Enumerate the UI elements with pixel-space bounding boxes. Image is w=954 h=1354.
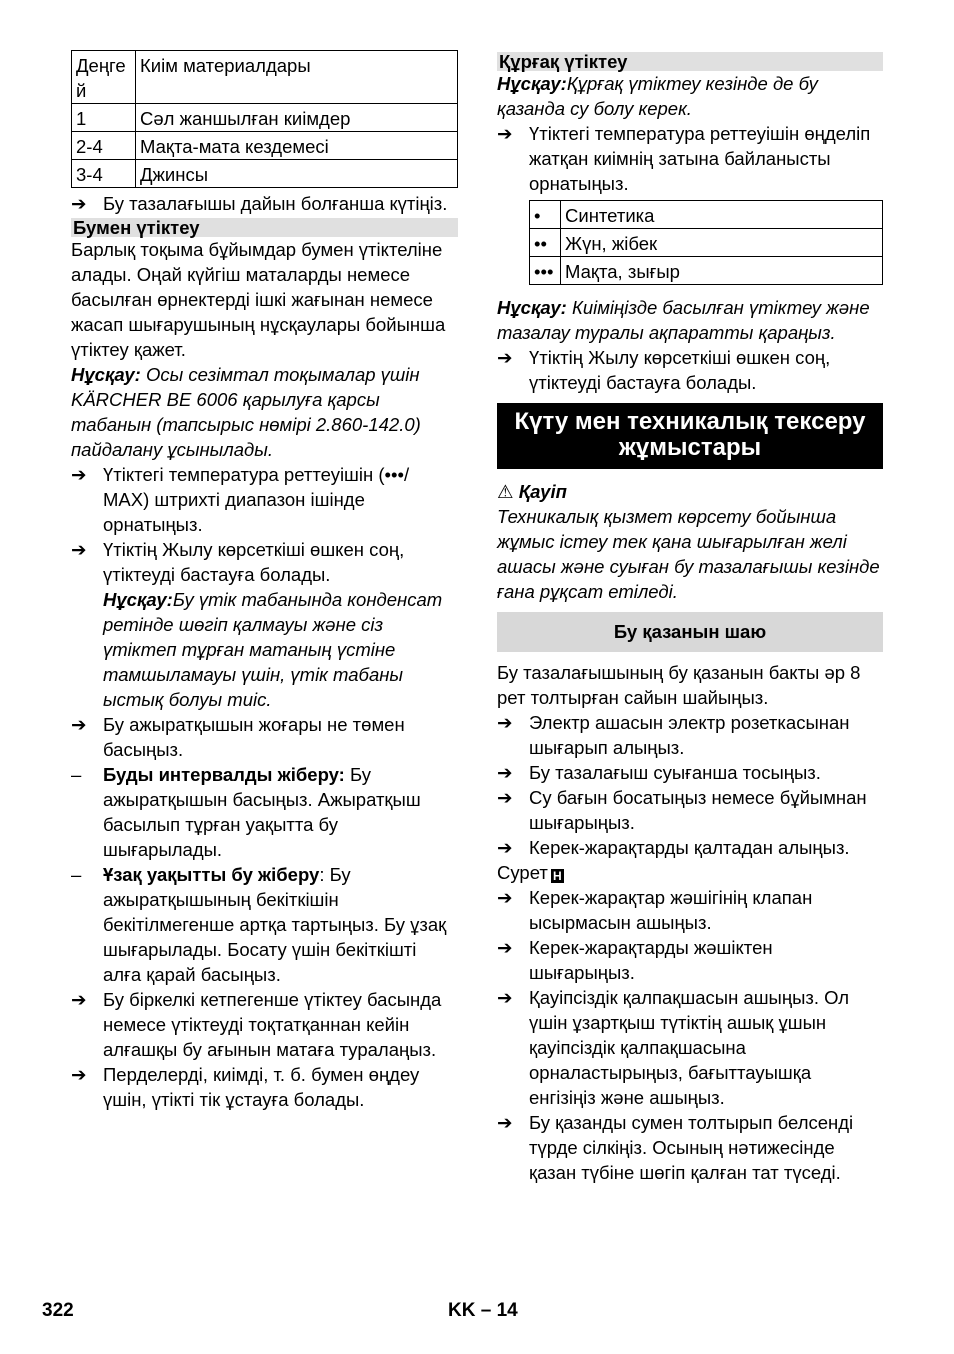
list-item (497, 121, 883, 196)
arrow-icon: ➔ (497, 762, 513, 783)
table-row (530, 257, 883, 285)
list-item-text: Керек-жарақтарды қалтадан алыңыз. (529, 837, 850, 858)
list-item-text: Бу біркелкі кетпегенше үтіктеу басында немесе үтіктеуді тоқтатқаннан кейін алғашқы бу ағынын матаға туралаңыз. (103, 989, 442, 1060)
section-reference: KK – 14 (448, 1300, 518, 1321)
arrow-icon: ➔ (497, 347, 513, 368)
list-item (497, 985, 883, 1110)
table-cell: • (530, 201, 561, 229)
list-item (497, 345, 883, 395)
arrow-icon: ➔ (71, 714, 87, 735)
list-item-text: Үтіктегі температура реттеуішін (•••/ MAX) штрихті диапазон ішінде орнатыңыз. (103, 464, 410, 535)
table-row (72, 104, 458, 132)
list-item-text: Бу тазалағыш суығанша тосыңыз. (529, 762, 821, 783)
list-item-text: Электр ашасын электр розеткасынан шығарып алыңыз. (529, 712, 850, 758)
arrow-icon: ➔ (497, 123, 513, 144)
note-label: Нұсқау: (71, 364, 141, 385)
table-header-cell (72, 51, 136, 104)
note-label: Нұсқау: (497, 297, 567, 318)
list-item-text: Бу қазанды сумен толтырып белсенді түрде сілкіңіз. Осының нәтижесінде қазан түбіне шөгіп қалған тат түседі. (529, 1112, 854, 1183)
table-cell: 1 (72, 104, 136, 132)
note-text: Киіміңізде басылған үтіктеу және тазалау туралы ақпаратты қараңыз. (497, 297, 870, 343)
arrow-icon: ➔ (71, 1064, 87, 1085)
dash-item-text (103, 762, 458, 862)
left-column (71, 50, 458, 1112)
paragraph: Барлық тоқыма бұйымдар бумен үтіктеліне алады. Оңай күйгіш маталарды немесе басылған өрнектерді ішкі жағынан немесе жасап шығарушының нұсқаулары бойынша үтіктеу қажет. (71, 239, 446, 360)
arrow-icon: ➔ (497, 837, 513, 858)
arrow-icon: ➔ (71, 464, 87, 485)
table-cell: Мақта-мата кездемесі (136, 132, 458, 160)
table-cell: Мақта, зығыр (561, 257, 883, 285)
dash-item-title: Буды интервалды жіберу: (103, 764, 345, 785)
temperature-table-wrapper (497, 200, 883, 285)
note-label: Нұсқау: (103, 589, 173, 610)
table-cell: 2-4 (72, 132, 136, 160)
list-item-text: Бу ажыратқышын жоғары не төмен басыңыз. (103, 714, 405, 760)
table-cell: Жүн, жібек (561, 229, 883, 257)
list-item-text: Қауіпсіздік қалпақшасын ашыңыз. Ол үшін ұзартқыш түтіктің ашық ұшын қауіпсіздік қалпақшасына орналастырыңыз, бағыттауышқа енгізіңіз және ашыңыз. (529, 987, 850, 1108)
danger-text: Техникалық қызмет көрсету бойынша жұмыс істеу тек қана шығарылған желі ашасы және суыған бу тазалағышы кезінде ғана рұқсат етіледі. (497, 506, 880, 602)
figure-reference (497, 860, 883, 885)
dash-item-body: : Бу ажыратқышының бекіткішін бекітілмегенше артқа тартыңыз. Бу ұзақ шығарылады. Босату үшін бекіткішті алға қарай басыңыз. (103, 864, 447, 985)
table-header-cell (136, 51, 458, 104)
arrow-icon: ➔ (497, 887, 513, 908)
note (497, 71, 883, 121)
arrow-icon: ➔ (71, 193, 87, 214)
list-item-text: Бу тазалағышы дайын болғанша күтіңіз. (103, 193, 448, 214)
danger-heading (497, 479, 883, 504)
list-item-text: Керек-жарақтар жәшігінің клапан ысырмасын ашыңыз. (529, 887, 813, 933)
note (71, 587, 458, 712)
list-item-text: Перделерді, киімді, т. б. бумен өңдеу үшін, үтікті тік ұстауға болады. (103, 1064, 420, 1110)
dash-item-body: Бу ажыратқышын басыңыз. Ажыратқыш басылып тұрған уақытта бу шығарылады. (103, 764, 421, 860)
list-item-text: Үтіктегі температура реттеуішін өңделіп жатқан киімнің затына байланысты орнатыңыз. (529, 123, 871, 194)
arrow-icon: ➔ (71, 539, 87, 560)
list-item-text: Үтіктің Жылу көрсеткіші өшкен соң, үтіктеуді бастауға болады. (529, 347, 831, 393)
danger-label: Қауіп (518, 481, 567, 502)
paragraph: Бу тазалағышының бу қазанын бакты әр 8 рет толтырған сайын шайыңыз. (497, 662, 861, 708)
figure-ref-badge: H (551, 869, 564, 883)
figure-label: Сурет (497, 862, 548, 883)
arrow-icon: ➔ (497, 937, 513, 958)
note (71, 362, 458, 462)
list-item (497, 1110, 883, 1185)
subsection-heading: Бу қазанын шаю (497, 612, 883, 652)
list-item (497, 785, 883, 835)
table-cell: ••• (530, 257, 561, 285)
list-item (497, 835, 883, 860)
arrow-icon: ➔ (497, 787, 513, 808)
list-item (71, 462, 458, 537)
table-cell: •• (530, 229, 561, 257)
table-cell: Сәл жаншылған киімдер (136, 104, 458, 132)
header-level: Деңге й (76, 55, 126, 101)
list-item-text: Керек-жарақтарды жәшіктен шығарыңыз. (529, 937, 773, 983)
dash-item-text (103, 862, 458, 987)
list-item-text: Үтіктің Жылу көрсеткіші өшкен соң, үтіктеуді бастауға болады. (103, 539, 405, 585)
table-header-row (72, 51, 458, 104)
table-row (72, 160, 458, 188)
temperature-table (529, 200, 883, 285)
list-item (497, 935, 883, 985)
right-column (497, 50, 883, 1185)
page-number: 322 (42, 1300, 74, 1321)
note (497, 295, 883, 345)
note-text: Осы сезімтал тоқымалар үшін KÄRCHER BE 6006 қарылуға қарсы табанын (тапсырыс нөмірі 2.860-142.0) пайдалану ұсынылады. (71, 364, 421, 460)
list-item (71, 191, 458, 216)
list-item (497, 710, 883, 760)
list-item-text: Су бағын босатыңыз немесе бұйымнан шығарыңыз. (529, 787, 867, 833)
table-row (530, 201, 883, 229)
arrow-icon: ➔ (497, 987, 513, 1008)
table-row (530, 229, 883, 257)
section-heading-steam: Бумен үтіктеу (71, 218, 458, 237)
list-item (71, 1062, 458, 1112)
dash-icon: – (71, 764, 82, 785)
dash-icon: – (71, 864, 82, 885)
table-cell: Джинсы (136, 160, 458, 188)
dash-item-title: Ұзақ уақытты бу жіберу (103, 864, 320, 885)
dash-item (71, 762, 458, 862)
list-item (497, 885, 883, 935)
header-materials: Киім материалдары (140, 55, 311, 76)
arrow-icon: ➔ (497, 712, 513, 733)
arrow-icon: ➔ (497, 1112, 513, 1133)
table-cell: Синтетика (561, 201, 883, 229)
list-item (497, 760, 883, 785)
list-item (71, 712, 458, 762)
list-item (71, 537, 458, 587)
dash-item (71, 862, 458, 987)
note-text: Бу үтік табанында конденсат ретінде шөгіп қалмауы және сіз үтіктеп тұрған матаның үстіне тамшыламауы үшін, үтік табаны ыстық болуы тиіс. (103, 589, 443, 710)
table-row (72, 132, 458, 160)
warning-triangle-icon: ⚠ (497, 481, 514, 502)
arrow-icon: ➔ (71, 989, 87, 1010)
table-cell: 3-4 (72, 160, 136, 188)
level-material-table (71, 50, 458, 188)
section-heading-dry: Құрғақ үтіктеу (497, 52, 883, 71)
chapter-title: Күту мен техникалық тексеру жұмыстары (497, 403, 883, 469)
note-text: Құрғақ үтіктеу кезінде де бу қазанда су болу керек. (497, 73, 818, 119)
list-item (71, 987, 458, 1062)
note-label: Нұсқау: (497, 73, 567, 94)
